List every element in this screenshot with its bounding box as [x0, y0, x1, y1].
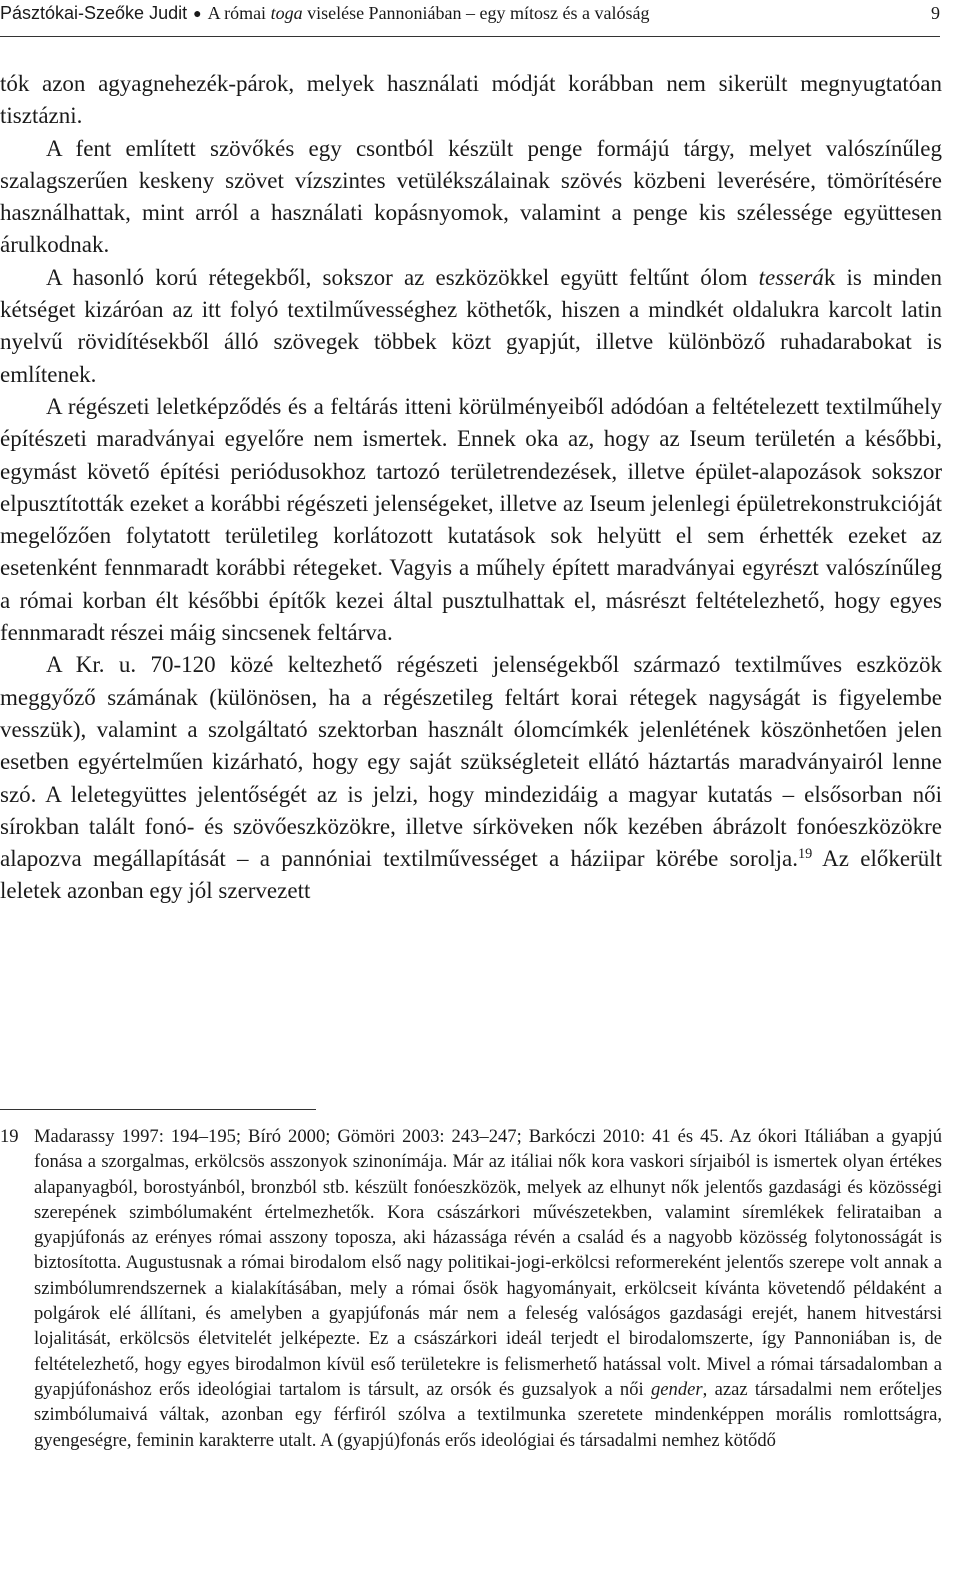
paragraph-3-end: k is minden kétséget kizáróan az itt folyó textilművességhez köthetők, hiszen a mindkét oldalukra karcolt latin nyelvű rövidítésekből álló szövegek többek közt gyapjút, illetve különböző ruhadarabokat is említenek. [0, 264, 942, 387]
header-title [208, 3, 650, 23]
footnote-divider [0, 1109, 316, 1110]
paragraph-3-italic: tesserá [758, 264, 824, 290]
paragraph-4: A régészeti leletképződés és a feltárás itteni körülményeiből adódóan a feltételezett textilműhely építészeti maradványai egyelőre nem ismertek. Ennek oka az, hogy az Iseum területén a későbbi, egymást követő építési periódusokhoz tartozó területrendezések, illetve épület-alapozások sokszor elpusztították ezeket a korábbi régészeti jelenségeket, illetve az Iseum jelenlegi épületrekonstrukcióját megelőzően folytatott területileg korlátozott kutatások sok helyütt el sem érhették ezeket az esetenként fennmaradt korábbi rétegeket. Vagyis a műhely épített maradványai egyrészt valószínűleg a római korban élt későbbi építők kezei által pusztulhattak el, másrészt feltételezhető, hogy egyes fennmaradt részei máig sincsenek feltárva. [0, 393, 942, 646]
footnote-text-end: , azaz társadalmi nem erőteljes szimbólumaivá váltak, azonban egy férfiról szólva a textilmunka szeretete mindenképpen morális romlottságra, gyengeségre, feminin karakterre utalt. A (gyapjú)fonás erős ideológiai és társadalmi nemhez kötődő [34, 1378, 942, 1451]
footnote-reference-19[interactable]: 19 [797, 846, 813, 863]
paragraph-5-end: Az előkerült leletek azonban egy jól szervezett [0, 846, 942, 904]
paragraph-5-start: A Kr. u. 70-120 közé keltezhető régészeti jelenségekből származó textilműves eszközök meggyőző számának (különösen, ha a régészetileg feltárt korai rétegek nagyságát is figyelembe vesszük), valamint a szolgáltató szektorban használt ólomcímkék jelenlétének köszönhetően jelen esetben egyértelműen kizárható, hogy egy saját szükségleteit ellátó háztartás maradványairól lenne szó. A leletegyüttes jelentőségét az is jelzi, hogy mindezidáig a magyar kutatás – elsősorban női sírokban talált fonó- és szövőeszközökre, illetve sírköveken nők kezében ábrázolt fonóeszközökre alapozva megállapítását – a pannóniai textilművességet a háziipar körébe sorolja. [0, 652, 942, 872]
paragraph-2: A fent említett szövőkés egy csontból készült penge formájú tárgy, melyet valószínűleg szalagszerűen keskeny szövet vízszintes vetülékszálainak szövés közbeni leverésére, tömörítésére használhattak, mint arról a használati kopásnyomok, valamint a penge kis szélessége együttesen árulkodnak. [0, 135, 942, 258]
footnote-text-italic: gender [651, 1378, 703, 1400]
header-author: Pásztókai-Szeőke Judit [0, 3, 188, 23]
page-number: 9 [931, 3, 940, 23]
footnote-number: 19 [0, 1126, 19, 1147]
paragraph-3 [0, 262, 942, 391]
footnote-text [34, 1124, 942, 1453]
body-text [0, 68, 942, 908]
footnote-19 [0, 1124, 942, 1453]
paragraph-3-start: A hasonló korú rétegekből, sokszor az eszközökkel együtt feltűnt ólom [46, 264, 759, 290]
header-title-italic: toga [270, 3, 303, 23]
paragraph-1: tók azon agyagnehezék-párok, melyek használati módját korábban nem sikerült megnyugtatóan tisztázni. [0, 71, 942, 129]
paragraph-5 [0, 649, 942, 907]
bullet-separator-icon: ● [193, 5, 202, 21]
footnote-text-start: Madarassy 1997: 194–195; Bíró 2000; Gömöri 2003: 243–247; Barkóczi 2010: 41 és 45. Az ókori Itáliában a gyapjú fonása a szorgalmas, erkölcsös asszonyok szinonímája. Már az itáliai nők kora vaskori sírjaiból is ismertek olyan értékes alapanyagból, borostyánból, bronzból stb. készült fonóeszközök, melyek az elhunyt nők jelentős gazdasági és közösségi szerepének szimbólumaként értelmezhetők. Kora császárkori művészetekben, valamint síremlékek felirataiban a gyapjúfonás az erényes római asszony toposza, aki házassága révén a család és a nagyobb közösség folytonosságát is biztosította. Augustusnak a római birodalom első nagy politikai-jogi-erkölcsi reformereként jelentős szerepe volt annak a szimbólumrendszernek a kialakításában, mely a római ősök hagyományait, erkölcseit kívánta követendő példaként a polgárok elé állítani, és amelyben a gyapjúfonás már nem a feleség valóságos gazdasági erejét, hanem hitvestársi lojalitását, erkölcsös életvitelét jelképezte. Ez a császárkori ideál terjedt el birodalomszerte, így Pannoniában is, de feltételezhető, hogy egyes birodalmon kívül eső területekre is felismerhető hatással volt. Mivel a római társadalomban a gyapjúfonáshoz erős ideológiai tartalom is társult, az orsók és guzsalyok a női [34, 1126, 942, 1400]
running-header [0, 0, 940, 37]
header-title-end: viselése Pannoniában – egy mítosz és a valóság [302, 3, 650, 23]
header-title-start: A római [207, 3, 271, 23]
